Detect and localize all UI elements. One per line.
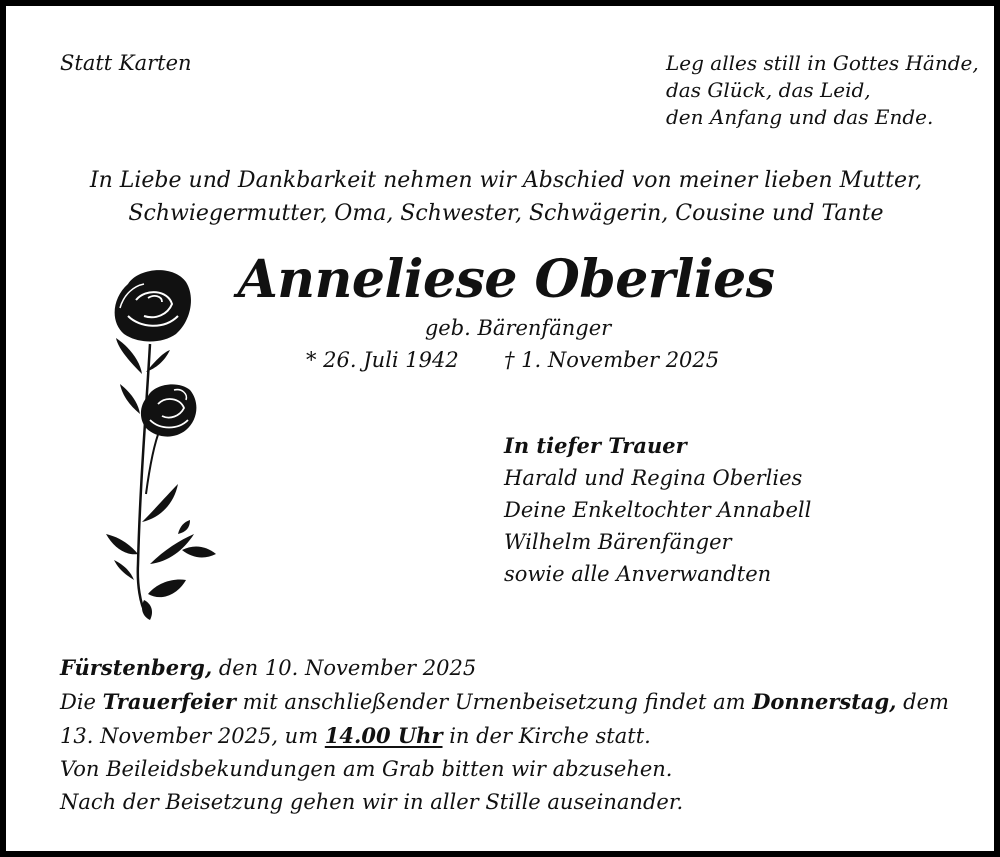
- place-name: Fürstenberg,: [60, 655, 213, 680]
- poem-verse: [666, 50, 986, 131]
- trauerfeier-label: Trauerfeier: [102, 689, 236, 714]
- place-date-line: [60, 651, 960, 685]
- weekday-label: Donnerstag,: [752, 689, 897, 714]
- funeral-details: [60, 651, 960, 819]
- text-fragment: mit anschließender Urnenbeisetzung findet am: [235, 690, 753, 714]
- text-fragment: in der Kirche statt.: [442, 724, 651, 748]
- text-fragment: 13. November 2025, um: [60, 724, 325, 748]
- condolence-note: Von Beileidsbekundungen am Grab bitten wir abzusehen.: [60, 757, 673, 781]
- mourner-name: Deine Enkeltochter Annabell: [504, 498, 812, 522]
- notice-date: den 10. November 2025: [212, 656, 477, 680]
- mourner-name: sowie alle Anverwandten: [504, 562, 772, 586]
- ceremony-time: 14.00 Uhr: [324, 723, 443, 748]
- closing-note: Nach der Beisetzung gehen wir in aller Stille auseinander.: [60, 790, 684, 814]
- poem-line: den Anfang und das Ende.: [666, 105, 934, 129]
- text-fragment: Die: [60, 690, 103, 714]
- death-date: † 1. November 2025: [504, 348, 720, 372]
- ceremony-time-line: [60, 719, 960, 753]
- birth-date: * 26. Juli 1942: [306, 348, 459, 372]
- poem-line: das Glück, das Leid,: [666, 78, 871, 102]
- mourner-name: Wilhelm Bärenfänger: [504, 530, 732, 554]
- mourners-block: [504, 430, 811, 590]
- deceased-name: Anneliese Oberlies: [237, 249, 775, 310]
- maiden-name: geb. Bärenfänger: [424, 316, 612, 340]
- mourner-name: Harald und Regina Oberlies: [504, 466, 803, 490]
- intro-text: [6, 164, 1000, 230]
- mourners-heading: In tiefer Trauer: [504, 433, 687, 458]
- intro-line: In Liebe und Dankbarkeit nehmen wir Abschied von meiner lieben Mutter,: [89, 168, 923, 193]
- poem-line: Leg alles still in Gottes Hände,: [666, 51, 979, 75]
- intro-line: Schwiegermutter, Oma, Schwester, Schwägerin, Cousine und Tante: [128, 201, 884, 226]
- ceremony-line: [60, 685, 960, 719]
- text-fragment: dem: [896, 690, 949, 714]
- statt-karten-label: Statt Karten: [60, 51, 192, 75]
